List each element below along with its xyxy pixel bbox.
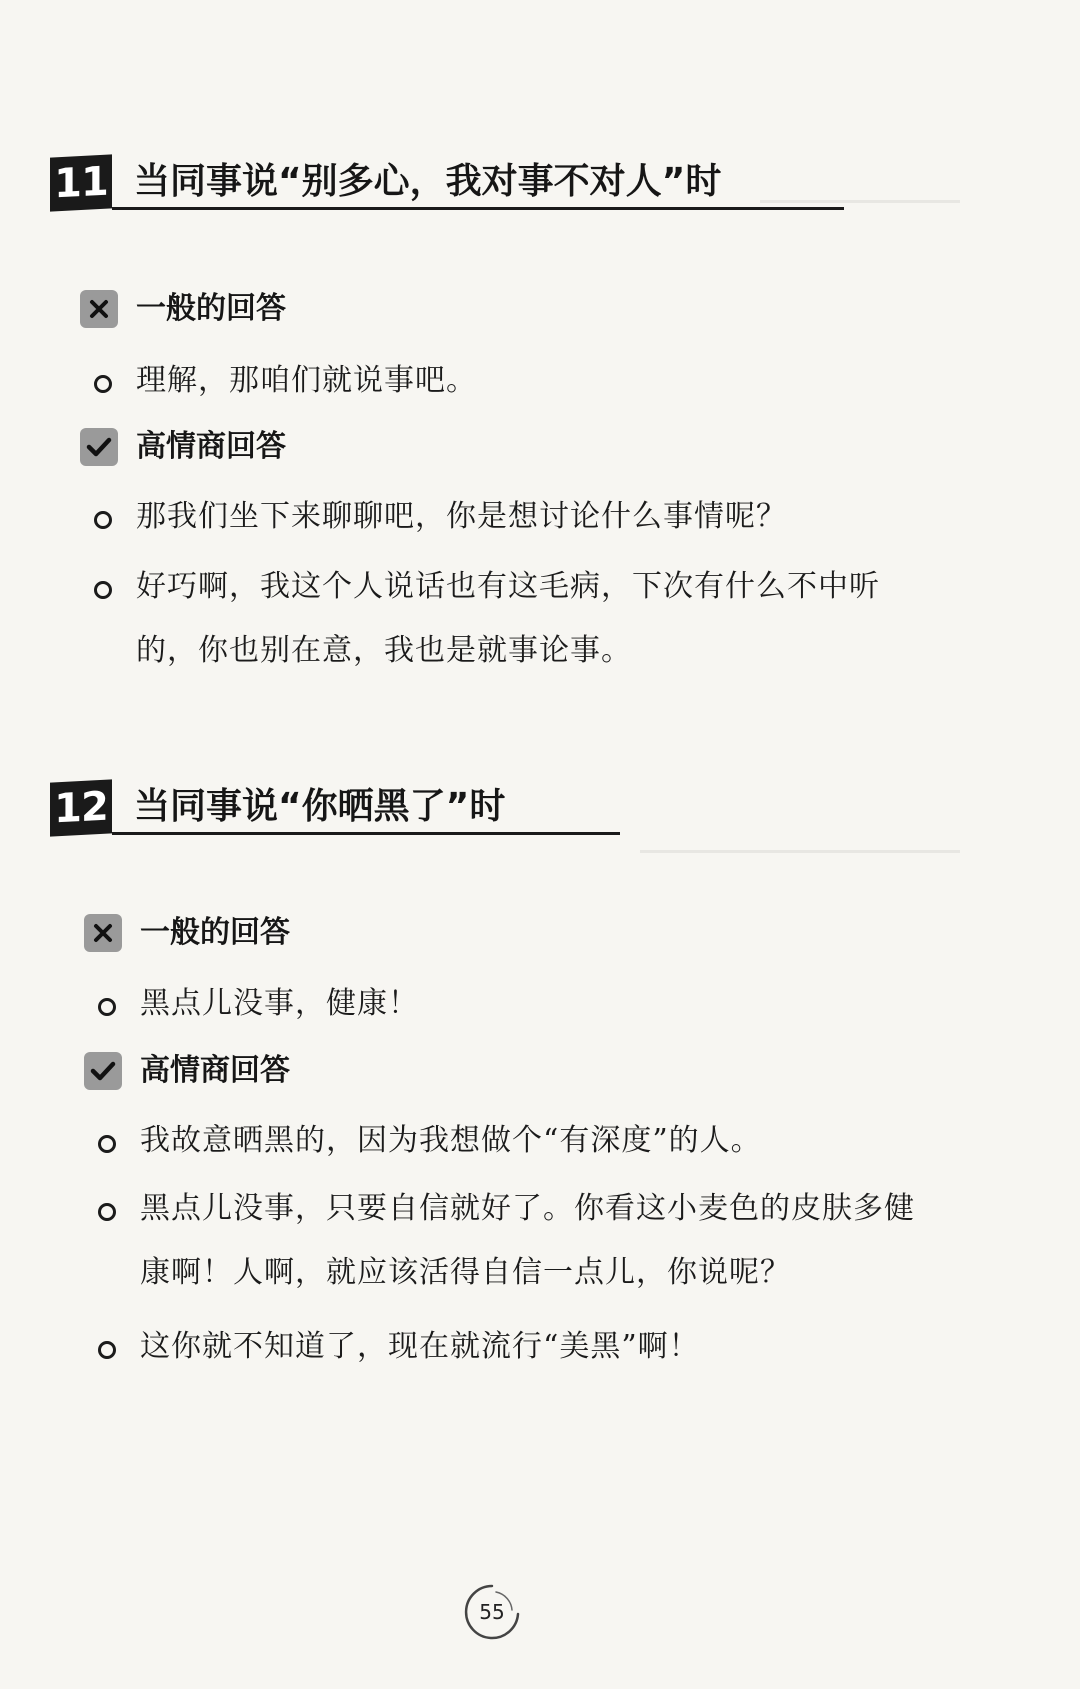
answer-text: 理解，那咱们就说事吧。: [136, 363, 477, 398]
general-answer-label: 一般的回答: [136, 291, 286, 326]
eq-answer-label: 高情商回答: [136, 429, 286, 464]
bleed-through-decoration: [640, 790, 960, 853]
check-icon: [84, 1052, 122, 1090]
section-header: [50, 148, 800, 210]
section-number-badge: 11: [50, 154, 112, 211]
circle-bullet-icon: [98, 1203, 116, 1221]
circle-bullet-icon: [98, 1135, 116, 1153]
section-number-badge: 12: [50, 779, 112, 836]
general-answer-label: 一般的回答: [140, 915, 290, 950]
answer-text: 这你就不知道了，现在就流行“美黑”啊！: [140, 1329, 700, 1364]
cross-icon: [84, 914, 122, 952]
eq-answer-label: 高情商回答: [140, 1053, 290, 1088]
answer-text: 好巧啊，我这个人说话也有这毛病，下次有什么不中听的，你也别在意，我也是就事论事。: [136, 569, 880, 668]
section-title: 当同事说“你晒黑了”时: [134, 786, 506, 827]
section-header: [50, 773, 580, 835]
check-icon: [80, 428, 118, 466]
answer-text: 黑点儿没事，健康！: [140, 986, 419, 1021]
page-number: [460, 1580, 524, 1644]
answer-text: 我故意晒黑的，因为我想做个“有深度”的人。: [140, 1123, 762, 1158]
circle-bullet-icon: [98, 1341, 116, 1359]
circle-bullet-icon: [94, 375, 112, 393]
title-underline: [112, 207, 844, 210]
section-title: 当同事说“别多心，我对事不对人”时: [134, 161, 722, 202]
circle-bullet-icon: [94, 581, 112, 599]
circle-bullet-icon: [98, 998, 116, 1016]
circle-bullet-icon: [94, 511, 112, 529]
answer-text: 那我们坐下来聊聊吧，你是想讨论什么事情呢？: [136, 499, 787, 534]
cross-icon: [80, 290, 118, 328]
answer-text: 黑点儿没事，只要自信就好了。你看这小麦色的皮肤多健康啊！人啊，就应该活得自信一点儿，你说呢？: [140, 1191, 915, 1290]
page-number-text: 55: [479, 1600, 505, 1624]
title-underline: [112, 832, 620, 835]
